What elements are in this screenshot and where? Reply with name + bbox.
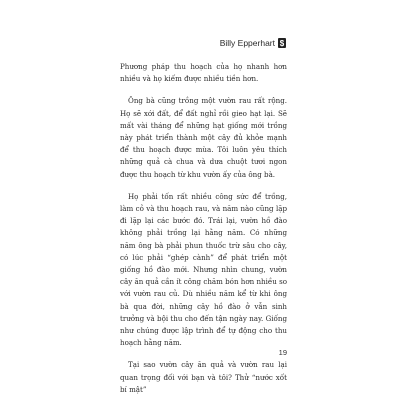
svg-text:$: $ [279, 39, 285, 48]
page-body [120, 61, 287, 396]
paragraph: Phương pháp thu hoạch của họ nhanh hơn nhiều và họ kiếm được nhiều tiền hơn. [120, 62, 287, 84]
author-name: Billy Epperhart [219, 38, 275, 48]
paragraph: Tại sao vườn cây ăn quả và vườn rau lại quan trọng đối với bạn và tôi? Thử “nước xốt bí mật” [120, 360, 287, 394]
running-header [220, 38, 286, 48]
paragraph: Ông bà cũng trồng một vườn rau rất rộng. Họ sẽ xới đất, để đất nghỉ rồi gieo hạt lại. Sẽ mất vài tháng để những hạt giống mới trồng này phát triển thành một cây đủ khỏe mạnh để thu hoạch được mùa. Tôi luôn yêu thích những quả cà chua và dưa chuột tươi ngon được thu hoạch từ khu vườn ấy của ông bà. [120, 96, 287, 179]
page-number: 19 [278, 348, 287, 357]
dollar-sign-icon [278, 38, 286, 48]
paragraph: Họ phải tốn rất nhiều công sức để trồng, làm cỏ và thu hoạch rau, và năm nào cũng lặp đi lặp lại các bước đó. Trái lại, vườn hồ đào không phải trồng lại hằng năm. Có những năm ông bà phải phun thuốc trừ sâu cho cây, có lúc phải “ghép cành” để phát triển một giống hồ đào mới. Nhưng nhìn chung, vườn cây ăn quả cần ít công chăm bón hơn nhiều so với vườn rau củ. Dù nhiều năm kể từ khi ông bà qua đời, những cây hồ đào ở vẫn sinh trưởng và bội thu cho đến tận ngày nay. Giống như chúng được lập trình để tự động cho thu hoạch hằng năm. [120, 191, 287, 348]
